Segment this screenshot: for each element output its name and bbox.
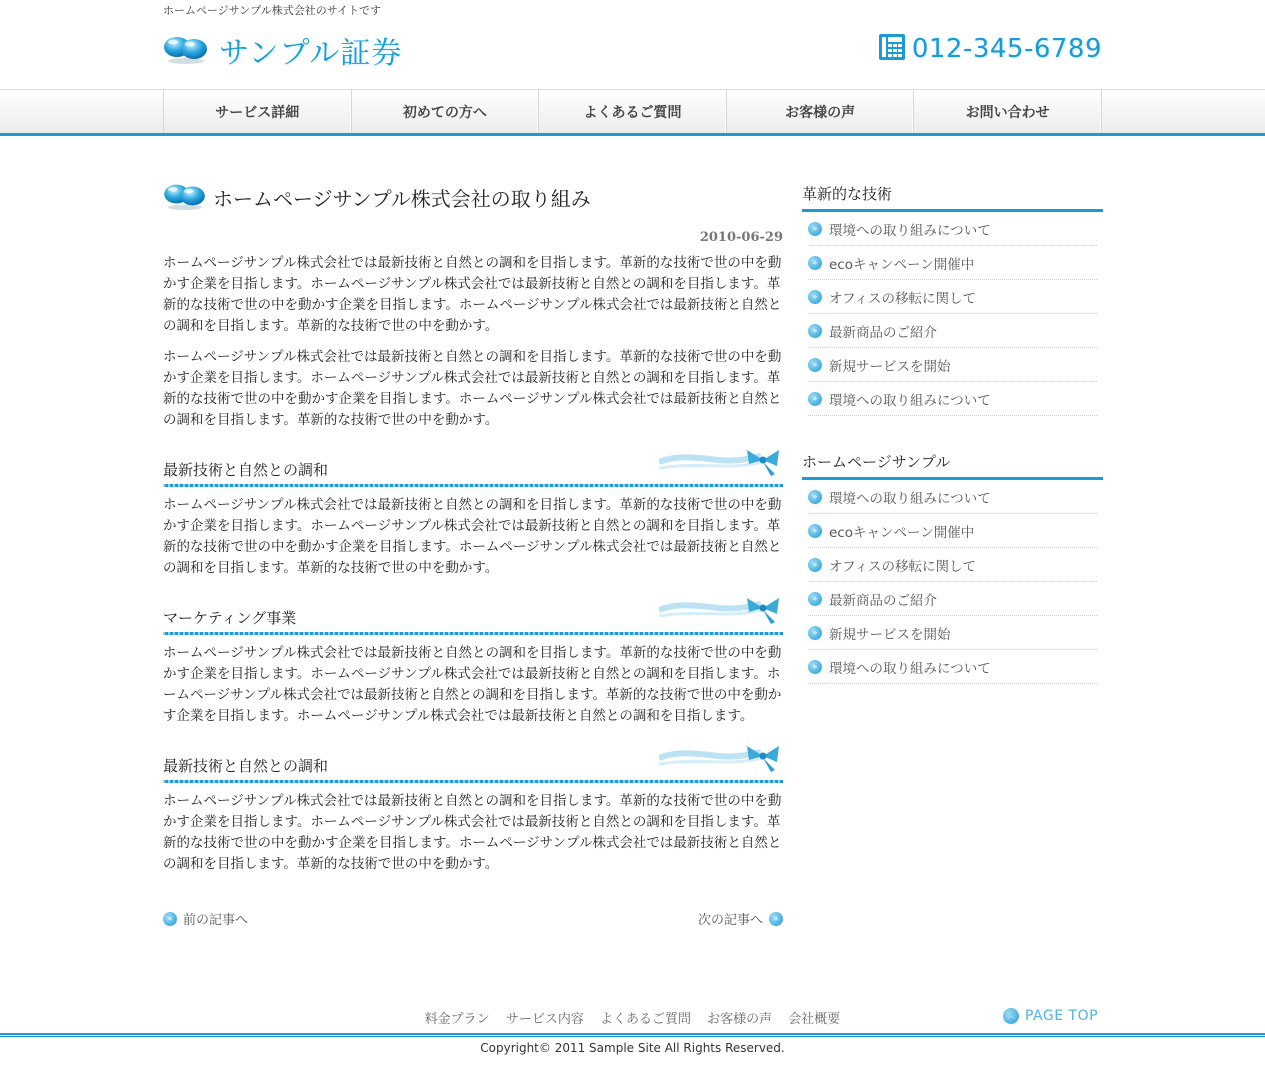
- main-content: [163, 178, 783, 929]
- arrow-right-icon: »: [808, 660, 822, 674]
- sidebar-link-label: 最新商品のご紹介: [829, 324, 937, 341]
- sidebar-link-label: 環境への取り組みについて: [829, 222, 991, 239]
- blue-bubbles-heading-icon: [163, 178, 207, 216]
- sidebar-heading: 革新的な技術: [802, 178, 1103, 212]
- sidebar-link[interactable]: [808, 616, 1097, 650]
- sidebar-list: [802, 212, 1103, 416]
- sidebar-link[interactable]: [808, 212, 1097, 246]
- ribbon-bow-icon: [659, 592, 783, 630]
- arrow-right-icon: »: [808, 222, 822, 236]
- chevron-right-icon: »: [769, 912, 783, 926]
- prev-post-link[interactable]: [163, 909, 254, 928]
- sidebar-link[interactable]: [808, 382, 1097, 416]
- page-top-label: PAGE TOP: [1025, 1008, 1099, 1024]
- sidebar-link[interactable]: [808, 514, 1097, 548]
- phone-icon: [878, 33, 906, 65]
- intro-paragraph: ホームページサンプル株式会社では最新技術と自然との調和を目指します。革新的な技術で世の中を動かす企業を目指します。ホームページサンプル株式会社では最新技術と自然との調和を目指します。革新的な技術で世の中を動かす企業を目指します。ホームページサンプル株式会社では最新技術と自然との調和を目指します。革新的な技術で世の中を動かす。: [163, 349, 782, 428]
- sidebar-link-label: 新規サービスを開始: [829, 358, 951, 375]
- sidebar-link-label: 新規サービスを開始: [829, 626, 951, 643]
- section-heading: [163, 451, 783, 487]
- sidebar: [802, 178, 1103, 684]
- section-heading: [163, 599, 783, 635]
- sidebar-link-label: オフィスの移転に関して: [829, 558, 977, 575]
- site-logo[interactable]: [163, 30, 402, 70]
- arrow-right-icon: »: [808, 256, 822, 270]
- section-heading: [163, 747, 783, 783]
- blue-bubbles-logo-icon: [163, 30, 209, 70]
- copyright: Copyright© 2011 Sample Site All Rights Reserved.: [480, 1041, 785, 1055]
- footer-link-label: よくあるご質問: [599, 1012, 691, 1027]
- footer-link-label: 料金プラン: [424, 1012, 490, 1027]
- footer-link-pricing[interactable]: [419, 1012, 496, 1027]
- sidebar-heading: ホームページサンプル: [802, 446, 1103, 480]
- sidebar-link[interactable]: [808, 582, 1097, 616]
- chevron-left-icon: «: [163, 912, 177, 926]
- page-heading: [163, 178, 783, 216]
- arrow-right-icon: »: [808, 358, 822, 372]
- nav-item-service-details[interactable]: サービス詳細: [164, 90, 352, 133]
- sidebar-link-label: ecoキャンペーン開催中: [829, 256, 975, 273]
- prev-post-label: 前の記事へ: [183, 913, 249, 928]
- sidebar-link[interactable]: [808, 280, 1097, 314]
- site-tagline: ホームページサンプル株式会社のサイトです: [163, 4, 382, 17]
- phone-contact: [878, 33, 1102, 65]
- nav-item-contact[interactable]: お問い合わせ: [914, 90, 1102, 133]
- nav-item-testimonials[interactable]: お客様の声: [727, 90, 915, 133]
- sidebar-link-label: 環境への取り組みについて: [829, 490, 991, 507]
- global-nav-bar: [0, 89, 1265, 136]
- page-title: ホームページサンプル株式会社の取り組み: [213, 186, 591, 211]
- page-top-link[interactable]: [1003, 1008, 1098, 1024]
- sidebar-link-label: 環境への取り組みについて: [829, 660, 991, 677]
- nav-item-first-time[interactable]: 初めての方へ: [352, 90, 540, 133]
- phone-number: 012-345-6789: [911, 34, 1102, 64]
- section-text: ホームページサンプル株式会社では最新技術と自然との調和を目指します。革新的な技術で世の中を動かす企業を目指します。ホームページサンプル株式会社では最新技術と自然との調和を目指します。ホームページサンプル株式会社では最新技術と自然との調和を目指します。革新的な技術で世の中を動かす企業を目指します。ホームページサンプル株式会社では最新技術と自然との調和を目指します。: [163, 645, 782, 724]
- sidebar-link[interactable]: [808, 348, 1097, 382]
- footer-link-faq[interactable]: [594, 1012, 697, 1027]
- footer-link-label: 会社概要: [788, 1012, 841, 1027]
- post-date: 2010-06-29: [699, 230, 783, 245]
- next-post-link[interactable]: [692, 909, 783, 928]
- arrow-right-icon: »: [808, 324, 822, 338]
- footer-link-testimonials[interactable]: [701, 1012, 778, 1027]
- sidebar-link[interactable]: [808, 246, 1097, 280]
- chevron-up-icon: ︿: [1003, 1008, 1019, 1024]
- sidebar-link[interactable]: [808, 650, 1097, 684]
- post-pager: [163, 909, 783, 929]
- section-title: マーケティング事業: [163, 609, 297, 627]
- global-nav: [163, 90, 1102, 133]
- section-title: 最新技術と自然との調和: [163, 461, 329, 479]
- ribbon-bow-icon: [659, 444, 783, 482]
- sidebar-link-label: ecoキャンペーン開催中: [829, 524, 975, 541]
- arrow-right-icon: »: [808, 290, 822, 304]
- ribbon-bow-icon: [659, 740, 783, 778]
- nav-item-faq[interactable]: よくあるご質問: [539, 90, 727, 133]
- sidebar-list: [802, 480, 1103, 684]
- sidebar-block: [802, 178, 1103, 416]
- footer-link-services[interactable]: [500, 1012, 590, 1027]
- arrow-right-icon: »: [808, 392, 822, 406]
- arrow-right-icon: »: [808, 490, 822, 504]
- arrow-right-icon: »: [808, 626, 822, 640]
- footer-link-company[interactable]: [782, 1012, 846, 1027]
- sidebar-block: [802, 446, 1103, 684]
- sidebar-link-label: 環境への取り組みについて: [829, 392, 991, 409]
- arrow-right-icon: »: [808, 592, 822, 606]
- intro-paragraph: ホームページサンプル株式会社では最新技術と自然との調和を目指します。革新的な技術で世の中を動かす企業を目指します。ホームページサンプル株式会社では最新技術と自然との調和を目指します。革新的な技術で世の中を動かす企業を目指します。ホームページサンプル株式会社では最新技術と自然との調和を目指します。革新的な技術で世の中を動かす。: [163, 255, 782, 334]
- arrow-right-icon: »: [808, 558, 822, 572]
- footer-divider: [0, 1033, 1265, 1037]
- section-text: ホームページサンプル株式会社では最新技術と自然との調和を目指します。革新的な技術で世の中を動かす企業を目指します。ホームページサンプル株式会社では最新技術と自然との調和を目指します。革新的な技術で世の中を動かす企業を目指します。ホームページサンプル株式会社では最新技術と自然との調和を目指します。革新的な技術で世の中を動かす。: [163, 497, 782, 576]
- footer-link-label: サービス内容: [505, 1012, 584, 1027]
- site-title: サンプル証券: [219, 36, 403, 71]
- sidebar-link[interactable]: [808, 548, 1097, 582]
- sidebar-link[interactable]: [808, 314, 1097, 348]
- sidebar-link[interactable]: [808, 480, 1097, 514]
- footer-link-label: お客様の声: [707, 1012, 773, 1027]
- sidebar-link-label: オフィスの移転に関して: [829, 290, 977, 307]
- sidebar-link-label: 最新商品のご紹介: [829, 592, 937, 609]
- arrow-right-icon: »: [808, 524, 822, 538]
- section-title: 最新技術と自然との調和: [163, 757, 329, 775]
- next-post-label: 次の記事へ: [697, 913, 763, 928]
- section-text: ホームページサンプル株式会社では最新技術と自然との調和を目指します。革新的な技術で世の中を動かす企業を目指します。ホームページサンプル株式会社では最新技術と自然との調和を目指します。革新的な技術で世の中を動かす企業を目指します。ホームページサンプル株式会社では最新技術と自然との調和を目指します。革新的な技術で世の中を動かす。: [163, 793, 782, 872]
